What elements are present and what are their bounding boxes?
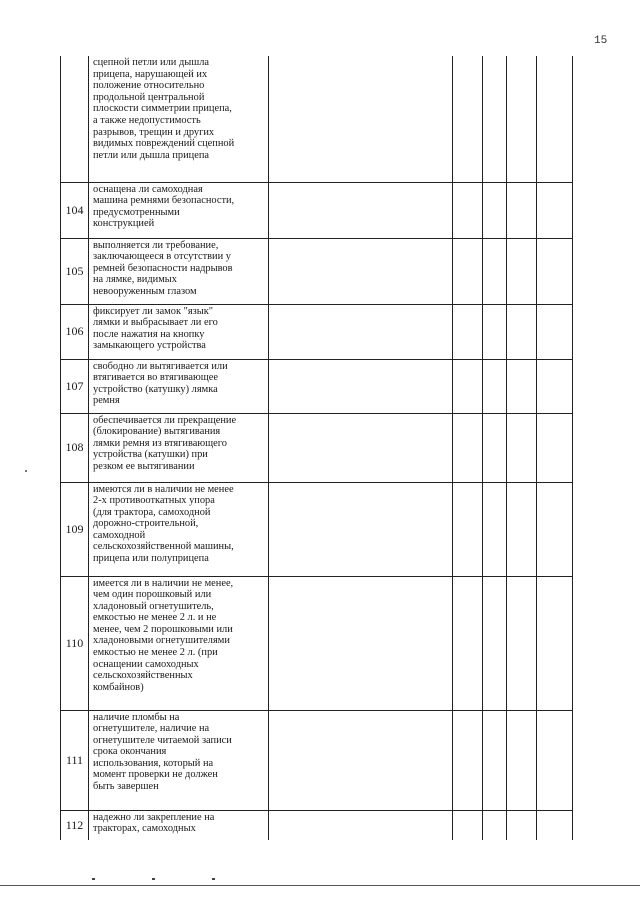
empty-cell [537,182,573,238]
page-number: 15 [594,35,608,47]
empty-cell [507,182,537,238]
empty-cell [483,413,507,482]
row-number: 105 [61,238,89,304]
empty-cell [507,238,537,304]
empty-cell [537,359,573,413]
empty-cell [453,810,483,840]
empty-cell [483,56,507,182]
row-number: 109 [61,482,89,576]
empty-cell [269,710,453,810]
table-row [61,56,573,182]
requirement-text: имеются ли в наличии не менее 2-х противооткатных упора (для трактора, самоходной дорожно-строительной, самоходной сельскохозяйственной машины, прицепа или полуприцепа [93,483,234,565]
requirement-text: свободно ли вытягивается или втягивается во втягивающее устройство (катушку) лямка ремня [93,360,228,407]
row-number: 107 [61,359,89,413]
empty-cell [507,810,537,840]
row-number: 106 [61,304,89,359]
table-row [61,359,573,413]
empty-cell [537,56,573,182]
empty-cell [453,56,483,182]
empty-cell [483,304,507,359]
table-row [61,413,573,482]
empty-cell [483,482,507,576]
requirement-text: обеспечивается ли прекращение (блокирование) вытягивания лямки ремня из втягивающего устройства (катушки) при резком ее вытягивании [93,414,237,472]
empty-cell [269,238,453,304]
table-row [61,238,573,304]
empty-cell [269,56,453,182]
requirement-cell [89,810,269,840]
empty-cell [453,304,483,359]
row-number: 108 [61,413,89,482]
scan-mark [152,878,155,880]
requirement-cell [89,576,269,710]
row-number: 112 [61,810,89,840]
table-row [61,710,573,810]
empty-cell [269,182,453,238]
empty-cell [483,710,507,810]
requirement-text: наличие пломбы на огнетушителе, наличие на огнетушителе читаемой записи срока окончания использования, который на момент проверки не должен быть завершен [93,711,232,793]
row-number: 110 [61,576,89,710]
table-row [61,182,573,238]
empty-cell [483,238,507,304]
table-row [61,576,573,710]
empty-cell [453,576,483,710]
table-row [61,304,573,359]
empty-cell [507,56,537,182]
empty-cell [537,238,573,304]
row-number: 111 [61,710,89,810]
empty-cell [269,413,453,482]
empty-cell [269,810,453,840]
requirement-cell [89,304,269,359]
requirement-cell [89,482,269,576]
empty-cell [483,359,507,413]
empty-cell [507,304,537,359]
requirement-cell [89,56,269,182]
requirement-cell [89,238,269,304]
empty-cell [537,304,573,359]
checklist-table [60,56,573,840]
empty-cell [453,238,483,304]
empty-cell [483,810,507,840]
empty-cell [507,576,537,710]
scan-speck [25,470,27,472]
requirement-text: выполняется ли требование, заключающееся в отсутствии у ремней безопасности надрывов на лямке, видимых невооруженным глазом [93,239,233,297]
requirement-text: оснащена ли самоходная машина ремнями безопасности, предусмотренными конструкцией [93,183,235,230]
empty-cell [453,413,483,482]
row-number: 104 [61,182,89,238]
row-number [61,56,89,182]
empty-cell [507,359,537,413]
requirement-cell [89,182,269,238]
empty-cell [537,710,573,810]
empty-cell [507,482,537,576]
table-row [61,482,573,576]
requirement-cell [89,413,269,482]
table-row [61,810,573,840]
empty-cell [453,482,483,576]
empty-cell [537,810,573,840]
scan-mark [92,878,95,880]
empty-cell [483,182,507,238]
requirement-text: сцепной петли или дышла прицепа, нарушающей их положение относительно продольной центральной плоскости симметрии прицепа, а также недопустимость разрывов, трещин и других видимых повреждений сцепной петли или дышла прицепа [93,57,235,161]
requirement-text: фиксирует ли замок "язык" лямки и выбрасывает ли его после нажатия на кнопку замыкающего устройства [93,305,218,352]
page-bottom-edge [0,885,640,886]
empty-cell [537,413,573,482]
checklist-table-container [60,56,573,840]
empty-cell [507,710,537,810]
empty-cell [269,482,453,576]
requirement-text: имеется ли в наличии не менее, чем один порошковый или хладоновый огнетушитель, емкостью не менее 2 л. и не менее, чем 2 порошковыми или хладоновыми огнетушителями емкостью не менее 2 л. (при оснащении самоходных сельскохозяйственных комбайнов) [93,577,234,693]
requirement-text: надежно ли закрепление на тракторах, самоходных [93,811,215,835]
empty-cell [269,576,453,710]
requirement-cell [89,359,269,413]
empty-cell [537,482,573,576]
requirement-cell [89,710,269,810]
empty-cell [269,304,453,359]
scan-mark [212,878,215,880]
empty-cell [453,359,483,413]
empty-cell [507,413,537,482]
empty-cell [453,710,483,810]
empty-cell [453,182,483,238]
empty-cell [269,359,453,413]
empty-cell [537,576,573,710]
empty-cell [483,576,507,710]
